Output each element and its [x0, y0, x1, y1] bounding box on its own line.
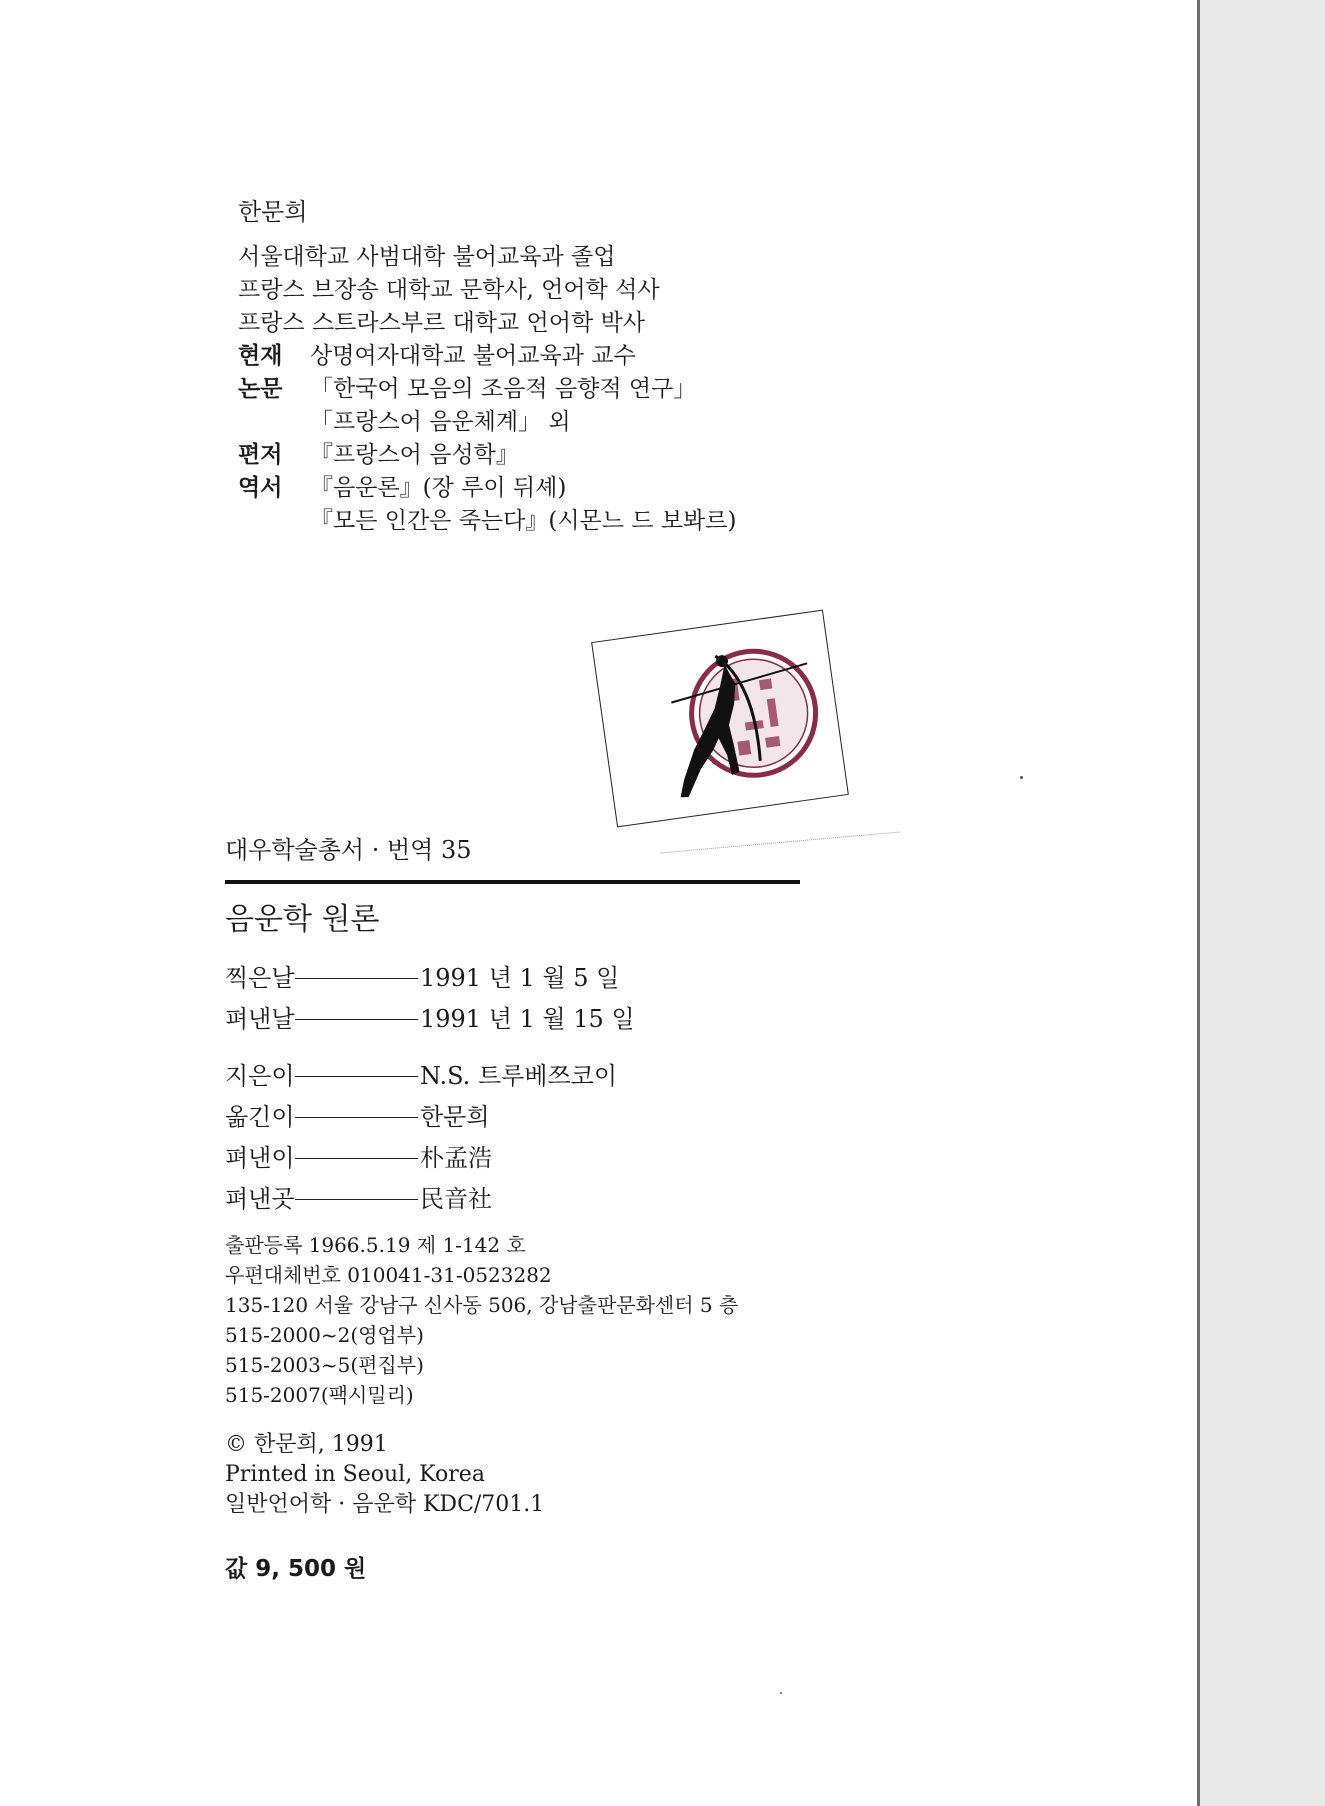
series-name: 대우학술총서 · 번역 35	[225, 836, 472, 864]
publisher-info	[225, 1230, 845, 1410]
date-key: 찍은날	[225, 964, 295, 992]
papers-line	[238, 406, 736, 439]
credit-key: 펴낸이	[225, 1144, 295, 1172]
author-bio	[238, 192, 736, 538]
translated-label: 역서	[238, 475, 283, 501]
credit-value: 民音社	[420, 1185, 492, 1213]
credit-row	[225, 1097, 800, 1138]
credit-key: 지은이	[225, 1062, 295, 1090]
credit-row	[225, 1056, 800, 1097]
translated-line	[238, 505, 736, 538]
copyright-line: © 한문희, 1991	[225, 1432, 388, 1457]
edited-label: 편저	[238, 442, 283, 468]
publisher-stamp-image	[591, 610, 849, 828]
current-text: 상명여자대학교 불어교육과 교수	[310, 343, 636, 369]
speck	[1020, 776, 1023, 779]
translated-item: 『모든 인간은 죽는다』(시몬느 드 보봐르)	[310, 508, 737, 534]
credits	[225, 958, 800, 1220]
publisher-info-line: 515-2000~2(영업부)	[225, 1323, 424, 1347]
publisher-info-line: 135-120 서울 강남구 신사동 506, 강남출판문화센터 5 층	[225, 1293, 739, 1317]
credit-key: 옮긴이	[225, 1103, 295, 1131]
colophon	[225, 830, 800, 1582]
title-rule	[225, 880, 800, 884]
date-key: 펴낸날	[225, 1005, 295, 1033]
credit-key: 펴낸곳	[225, 1185, 295, 1213]
translated-line	[238, 472, 736, 505]
translated-item: 『음운론』(장 루이 뒤셰)	[310, 475, 567, 501]
paper-item: 「프랑스어 음운체계」 외	[310, 409, 571, 435]
publisher-info-line: 515-2007(팩시밀리)	[225, 1383, 414, 1407]
credit-row	[225, 1138, 800, 1179]
copyright-line: 일반언어학 · 음운학 KDC/701.1	[225, 1492, 545, 1517]
papers-label: 논문	[238, 376, 283, 402]
date-row	[225, 999, 800, 1040]
current-label: 현재	[238, 343, 283, 369]
publisher-info-line: 우편대체번호 010041-31-0523282	[225, 1263, 552, 1287]
date-value: 1991 년 1 월 15 일	[420, 1005, 635, 1033]
date-row	[225, 958, 800, 999]
speck	[780, 1692, 782, 1694]
credit-row	[225, 1179, 800, 1220]
education-line: 서울대학교 사범대학 불어교육과 졸업	[238, 244, 616, 270]
publisher-info-line: 515-2003~5(편집부)	[225, 1353, 424, 1377]
credit-value: 한문희	[420, 1103, 490, 1131]
paper-item: 「한국어 모음의 조음적 음향적 연구」	[310, 376, 697, 402]
date-value: 1991 년 1 월 5 일	[420, 964, 620, 992]
book-title: 음운학 원론	[225, 902, 380, 937]
education-line: 프랑스 스트라스부르 대학교 언어학 박사	[238, 310, 645, 336]
publisher-info-line: 출판등록 1966.5.19 제 1-142 호	[225, 1233, 526, 1257]
edited-item: 『프랑스어 음성학』	[310, 442, 519, 468]
copyright-line: Printed in Seoul, Korea	[225, 1462, 485, 1487]
education-line: 프랑스 브장송 대학교 문학사, 언어학 석사	[238, 277, 660, 303]
credit-value: N.S. 트루베쯔코이	[420, 1062, 618, 1090]
current-position	[238, 340, 736, 373]
author-name: 한문희	[238, 198, 308, 226]
papers-line	[238, 373, 736, 406]
archer-seal-icon	[592, 611, 847, 826]
price: 값 9, 500 원	[225, 1556, 367, 1582]
credit-value: 朴孟浩	[420, 1144, 492, 1172]
copyright-block	[225, 1430, 544, 1520]
edited-line	[238, 439, 736, 472]
